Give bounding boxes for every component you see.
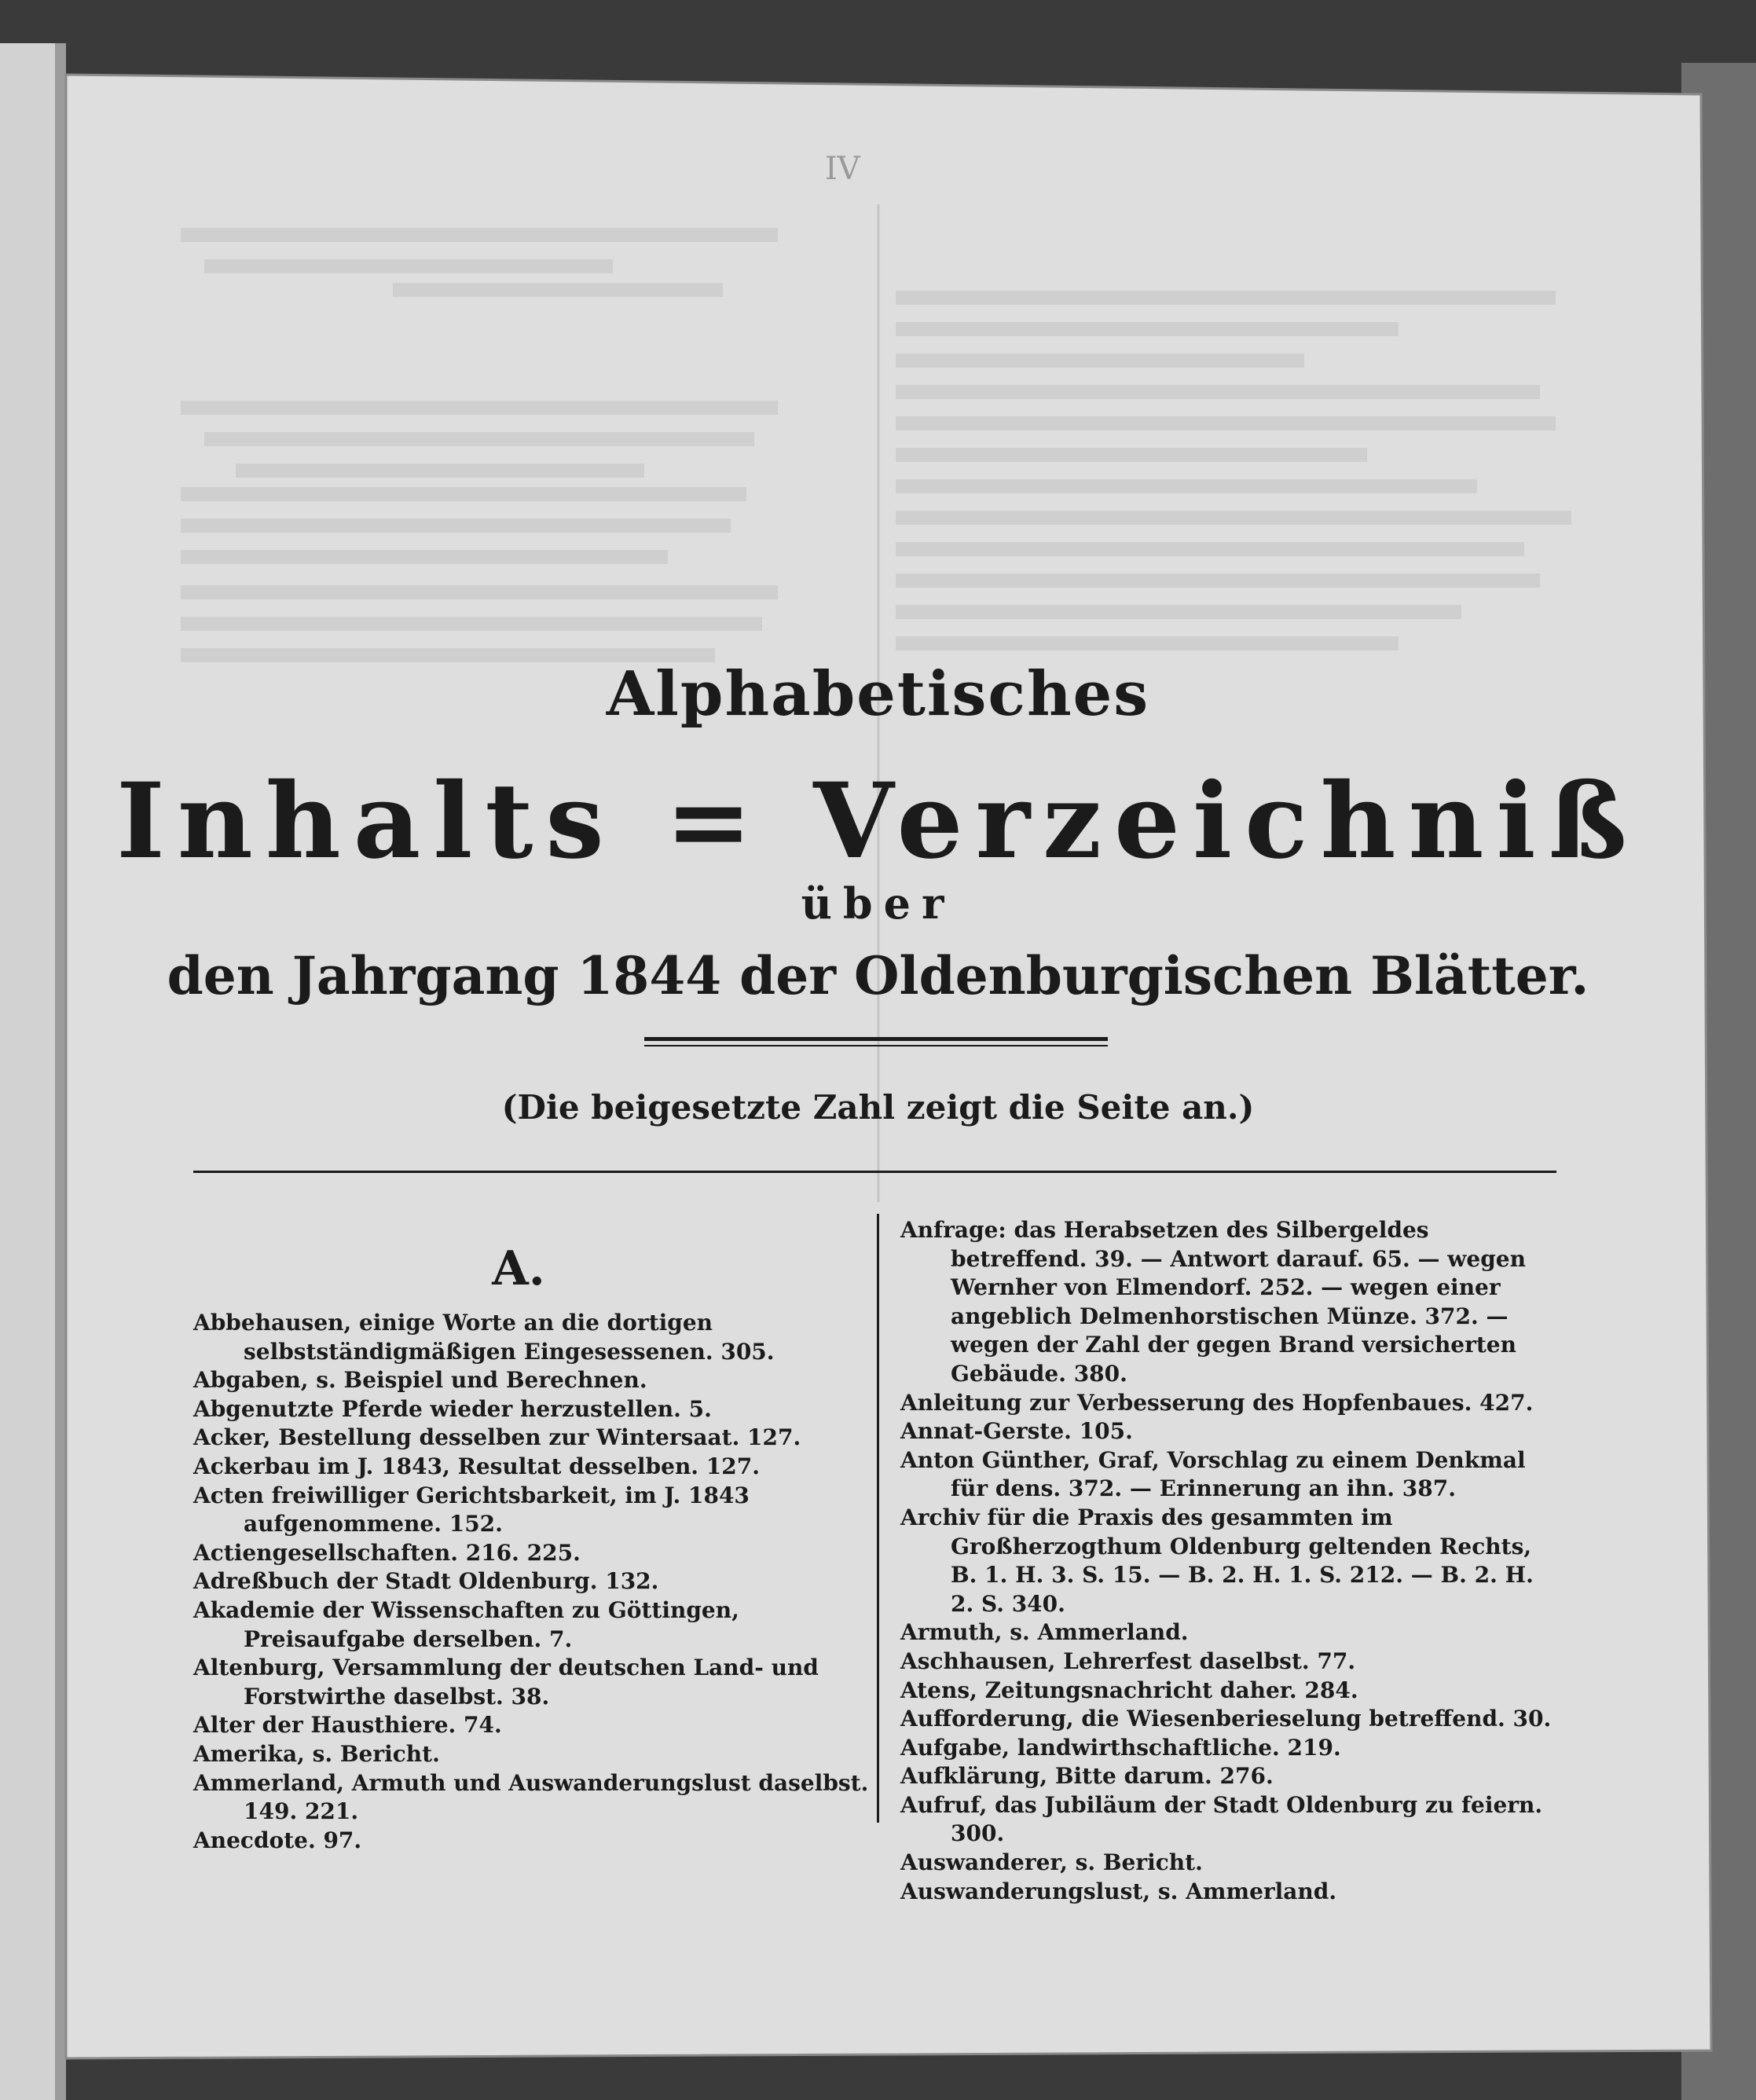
heading-subtitle: den Jahrgang 1844 der Oldenburgischen Blätter. bbox=[167, 945, 1589, 1006]
page-number: IV bbox=[825, 151, 860, 187]
index-column-left bbox=[193, 1309, 877, 1855]
index-entry: Amerika, s. Bericht. bbox=[193, 1740, 440, 1767]
index-entry: Anton Günther, Graf, Vorschlag zu einem Denkmal für dens. 372. — Erinnerung an ihn. 387. bbox=[900, 1446, 1526, 1502]
index-entry: Annat-Gerste. 105. bbox=[900, 1418, 1133, 1445]
index-entry: Atens, Zeitungsnachricht daher. 284. bbox=[900, 1677, 1358, 1703]
index-entry: Abgenutzte Pferde wieder herzustellen. 5. bbox=[193, 1395, 712, 1422]
index-entry: Aufgabe, landwirthschaftliche. 219. bbox=[900, 1734, 1341, 1761]
left-page-edge bbox=[0, 43, 63, 2100]
heading-rule-thin bbox=[644, 1045, 1108, 1046]
index-entry: Ackerbau im J. 1843, Resultat desselben. 127. bbox=[193, 1453, 760, 1479]
index-entry: Abgaben, s. Beispiel und Berechnen. bbox=[193, 1367, 647, 1394]
heading-line-1: Alphabetisches bbox=[606, 658, 1150, 730]
index-entry: Aufklärung, Bitte darum. 276. bbox=[900, 1763, 1274, 1790]
heading-title: Inhalts = Verzeichniß bbox=[116, 760, 1640, 882]
index-entry: Adreßbuch der Stadt Oldenburg. 132. bbox=[193, 1568, 659, 1595]
index-entry: Aschhausen, Lehrerfest daselbst. 77. bbox=[900, 1647, 1356, 1674]
column-divider bbox=[877, 1214, 879, 1823]
index-entry: Anleitung zur Verbesserung des Hopfenbaues. 427. bbox=[900, 1389, 1534, 1416]
index-entry: Akademie der Wissenschaften zu Göttingen, Preisaufgabe derselben. 7. bbox=[193, 1596, 739, 1652]
index-entry: Acker, Bestellung desselben zur Wintersaat. 127. bbox=[193, 1424, 801, 1451]
index-entry: Auswanderer, s. Bericht. bbox=[900, 1849, 1203, 1876]
index-entry: Archiv für die Praxis des gesammten im Großherzogthum Oldenburg geltenden Rechts, B. 1. H. 3. S. 15. — B. 2. H. 1. S. 212. — B. 2. H. 2. S. 340. bbox=[900, 1504, 1534, 1617]
index-entry: Acten freiwilliger Gerichtsbarkeit, im J. 1843 aufgenommene. 152. bbox=[193, 1482, 750, 1537]
heading-line-3: über bbox=[801, 878, 955, 929]
page-note: (Die beigesetzte Zahl zeigt die Seite an.) bbox=[501, 1088, 1255, 1127]
index-entry: Anfrage: das Herabsetzen des Silbergeldes betreffend. 39. — Antwort darauf. 65. — wegen Wernher von Elmendorf. 252. — wegen einer angeblich Delmenhorstischen Münze. 372. — wegen der Zahl der gegen Brand versicherten Gebäude. 380. bbox=[900, 1217, 1526, 1387]
section-divider bbox=[193, 1171, 1556, 1173]
index-entry: Ammerland, Armuth und Auswanderungslust daselbst. 149. 221. bbox=[193, 1769, 869, 1825]
heading-rule bbox=[644, 1037, 1108, 1041]
index-entry: Auswanderungslust, s. Ammerland. bbox=[900, 1878, 1337, 1904]
index-column-right bbox=[900, 1216, 1560, 1906]
index-entry: Altenburg, Versammlung der deutschen Land- und Forstwirthe daselbst. 38. bbox=[193, 1655, 819, 1710]
index-entry: Aufforderung, die Wiesenberieselung betreffend. 30. bbox=[900, 1706, 1552, 1732]
index-entry: Aufruf, das Jubiläum der Stadt Oldenburg zu feiern. 300. bbox=[900, 1791, 1543, 1847]
index-entry: Alter der Hausthiere. 74. bbox=[193, 1712, 502, 1739]
index-entry: Actiengesellschaften. 216. 225. bbox=[193, 1539, 581, 1566]
index-entry: Armuth, s. Ammerland. bbox=[900, 1619, 1189, 1646]
index-entry: Abbehausen, einige Worte an die dortigen selbstständigmäßigen Eingesessenen. 305. bbox=[193, 1310, 775, 1365]
index-entry: Anecdote. 97. bbox=[193, 1827, 362, 1853]
section-letter: A. bbox=[492, 1241, 545, 1296]
